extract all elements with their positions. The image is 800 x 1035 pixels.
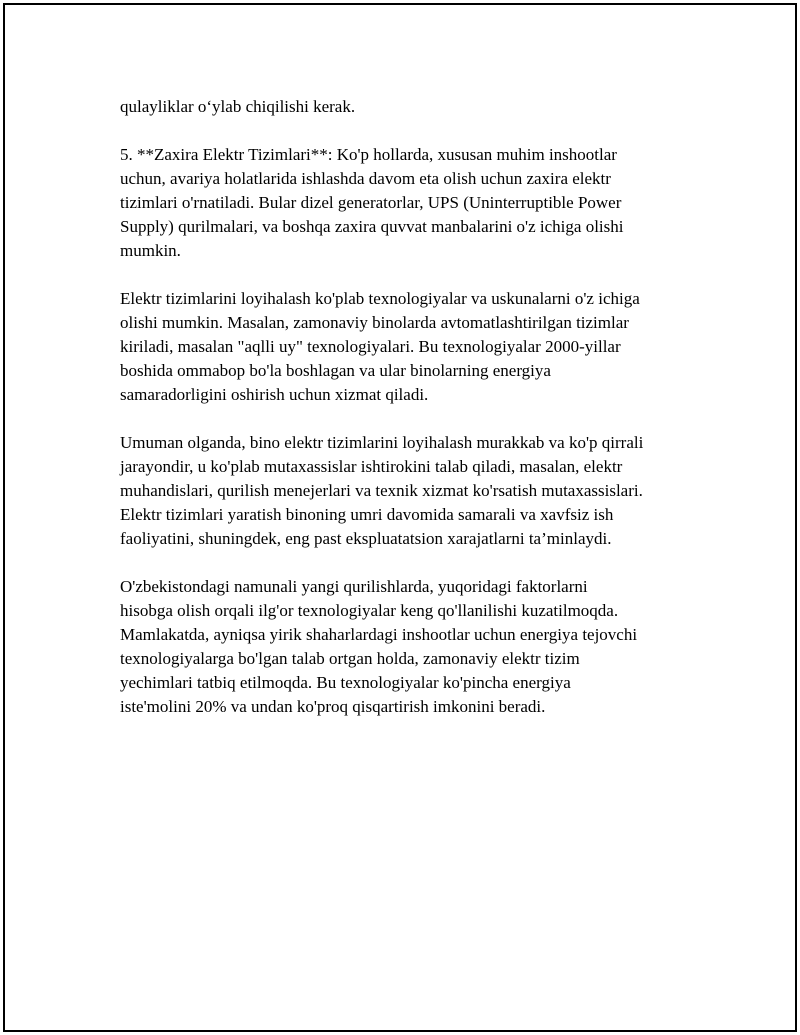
- paragraph-technologies: Elektr tizimlarini loyihalash ko'plab texnologiyalar va uskunalarni o'z ichiga olishi mumkin. Masalan, zamonaviy binolarda avtomatlashtirilgan tizimlar kiriladi, masalan "aqlli uy" texnologiyalari. Bu texnologiyalar 2000-yillar boshida ommabop bo'la boshlagan va ular binolarning energiya samaradorligini oshirish uchun xizmat qiladi.: [120, 289, 640, 404]
- paragraph-continuation: qulayliklar o‘ylab chiqilishi kerak.: [120, 97, 356, 116]
- paragraph-uzbekistan: O'zbekistondagi namunali yangi qurilishlarda, yuqoridagi faktorlarni hisobga olish orqali ilg'or texnologiyalar keng qo'llanilishi kuzatilmoqda. Mamlakatda, ayniqsa yirik shaharlardagi inshootlar uchun energiya tejovchi texnologiyalarga bo'lgan talab ortgan holda, zamonaviy elektr tizim yechimlari tatbiq etilmoqda. Bu texnologiyalar ko'pincha energiya iste'molini 20% va undan ko'proq qisqartirish imkonini beradi.: [120, 577, 638, 716]
- paragraph-summary: Umuman olganda, bino elektr tizimlarini loyihalash murakkab va ko'p qirrali jarayondir, u ko'plab mutaxassislar ishtirokini talab qiladi, masalan, elektr muhandislari, qurilish menejerlari va texnik xizmat ko'rsatish mutaxassislari. Elektr tizimlari yaratish binoning umri davomida samarali va xavfsiz ish faoliyatini, shuningdek, eng past ekspluatatsion xarajatlarni ta’minlaydi.: [120, 433, 644, 548]
- document-page: [3, 3, 797, 1032]
- document-body: [120, 95, 690, 743]
- paragraph-backup-power: 5. **Zaxira Elektr Tizimlari**: Ko'p hollarda, xususan muhim inshootlar uchun, avariya holatlarida ishlashda davom eta olish uchun zaxira elektr tizimlari o'rnatiladi. Bular dizel generatorlar, UPS (Uninterruptible Power Supply) qurilmalari, va boshqa zaxira quvvat manbalarini o'z ichiga olishi mumkin.: [120, 145, 624, 260]
